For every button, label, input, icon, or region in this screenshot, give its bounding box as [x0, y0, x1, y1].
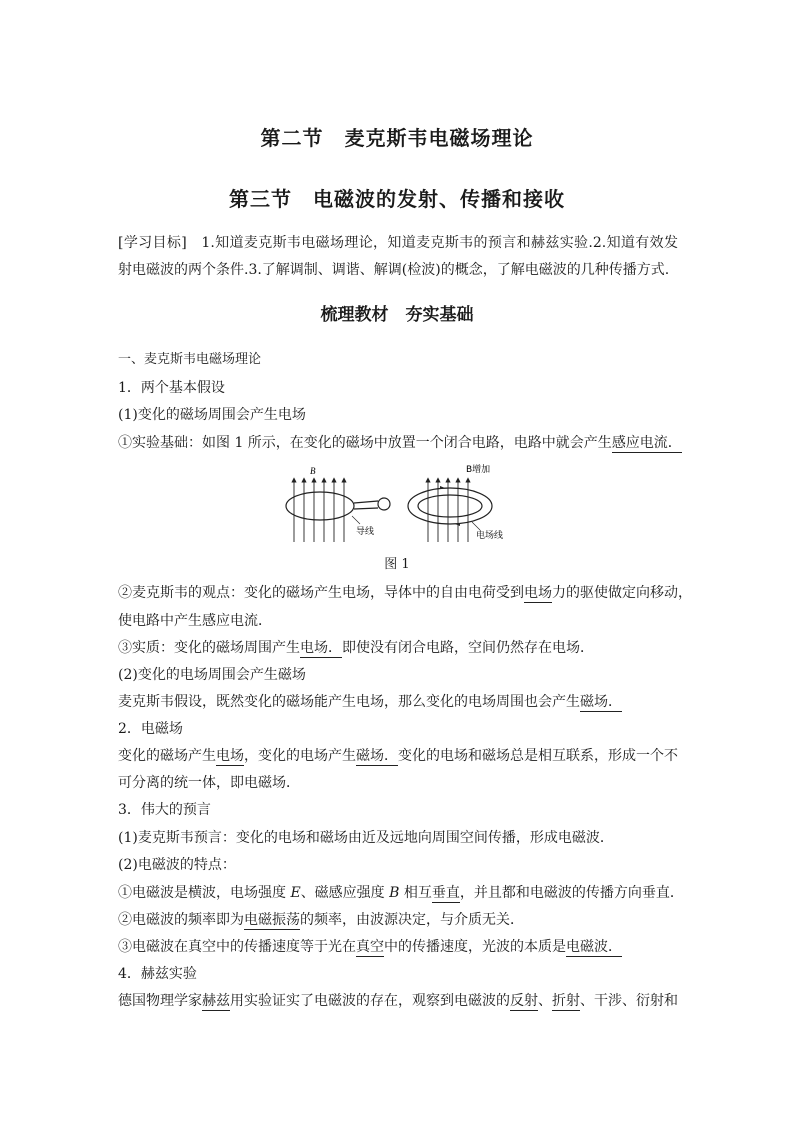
answer-blank: 电磁波．	[566, 939, 622, 955]
text-run: 的频率，由波源决定，与介质无关．	[300, 912, 524, 928]
paragraph-line: (1)麦克斯韦预言：变化的电场和磁场由近及远地向周围空间传播，形成电磁波．	[118, 830, 614, 846]
field-line-label: 电场线	[476, 531, 504, 541]
paragraph-line: (2)电磁波的特点：	[118, 857, 236, 873]
section-title: 梳理教材 夯实基础	[320, 305, 474, 325]
objectives-tag: [学习目标]	[118, 235, 187, 251]
title-section-2: 第二节 麦克斯韦电磁场理论	[260, 126, 534, 150]
answer-blank: 真空	[356, 939, 384, 955]
answer-blank: 电场	[216, 748, 244, 764]
text-run: ②麦克斯韦的观点：变化的磁场产生电场，导体中的自由电荷受到	[118, 585, 524, 601]
answer-blank: 感应电流．	[611, 435, 682, 451]
paragraph-line	[118, 746, 682, 766]
answer-blank: 磁场．	[356, 748, 398, 764]
text-run: ②电磁波的频率即为	[118, 912, 244, 928]
text-run: ，变化的电场产生	[244, 748, 356, 764]
symbol-e: E	[290, 885, 301, 901]
text-run: 相互	[399, 885, 432, 901]
paragraph-line	[118, 583, 692, 603]
subheading-3: 3．伟大的预言	[118, 802, 211, 818]
answer-blank: 赫兹	[202, 993, 230, 1009]
text-run: 麦克斯韦假设，既然变化的磁场能产生电场，那么变化的电场周围也会产生	[118, 694, 580, 710]
paragraph-line	[118, 883, 682, 903]
b-label: B	[310, 466, 316, 476]
paragraph-line	[118, 433, 682, 453]
answer-blank: 折射	[552, 993, 580, 1009]
subheading-1-1: (1)变化的磁场周围会产生电场	[118, 407, 306, 423]
answer-blank: 垂直	[431, 885, 460, 901]
text-run: 即使没有闭合电路，空间仍然存在电场．	[342, 640, 594, 656]
objectives-text: 1.知道麦克斯韦电磁场理论，知道麦克斯韦的预言和赫兹实验.2.知道有效发射电磁波的两个条件.3.了解调制、调谐、解调(检波)的概念，了解电磁波的几种传播方式.	[118, 235, 678, 278]
closed-circuit-loop	[286, 492, 390, 520]
title-section-3: 第三节 电磁波的发射、传播和接收	[229, 187, 565, 211]
subheading-1: 1．两个基本假设	[118, 380, 225, 396]
text-run: ③电磁波在真空中的传播速度等于光在	[118, 939, 356, 955]
answer-blank: 电场	[524, 585, 552, 601]
paragraph-line	[118, 991, 682, 1011]
part-heading: 一、麦克斯韦电磁场理论	[118, 352, 262, 367]
paragraph-line: 使电路中产生感应电流．	[118, 613, 272, 629]
text-run: ③实质：变化的磁场周围产生	[118, 640, 300, 656]
text-run: 用实验证实了电磁波的存在，观察到电磁波的	[230, 993, 510, 1009]
subheading-4: 4．赫兹实验	[118, 966, 197, 982]
symbol-b: B	[389, 885, 400, 901]
text-run: ①电磁波是横波，电场强度	[118, 885, 291, 901]
text-run: 变化的电场和磁场总是相互联系，形成一个不	[398, 748, 678, 764]
subheading-1-2: (2)变化的电场周围会产生磁场	[118, 667, 306, 683]
figure-caption: 图 1	[384, 557, 410, 572]
b-increase-label: B增加	[466, 465, 491, 475]
text-run: ，并且都和电磁波的传播方向垂直．	[459, 885, 684, 901]
answer-blank: 磁场．	[580, 694, 622, 710]
text-run: 德国物理学家	[118, 993, 202, 1009]
wire-label: 导线	[356, 527, 375, 537]
answer-blank: 反射	[510, 993, 538, 1009]
text-run: 变化的磁场产生	[118, 748, 216, 764]
answer-blank: 电磁振荡	[244, 912, 300, 928]
figure-1-diagram	[280, 460, 520, 550]
magnetic-field-lines-left	[294, 480, 344, 542]
paragraph-line	[118, 910, 682, 930]
induced-electric-field-rings	[408, 486, 492, 526]
text-run: 、磁感应强度	[300, 885, 390, 901]
text-run: 力的驱使做定向移动，	[552, 585, 692, 601]
text-run: 、干涉、衍射和	[580, 993, 678, 1009]
text-run: 、	[538, 993, 552, 1009]
text-run: 中的传播速度，光波的本质是	[384, 939, 566, 955]
paragraph-line	[118, 638, 682, 658]
paragraph-line	[118, 937, 682, 957]
subheading-2: 2．电磁场	[118, 721, 183, 737]
paragraph-line	[118, 692, 682, 712]
text-run: ①实验基础：如图 1 所示，在变化的磁场中放置一个闭合电路，电路中就会产生	[118, 435, 612, 451]
answer-blank: 电场．	[300, 640, 342, 656]
paragraph-line: 可分离的统一体，即电磁场．	[118, 775, 300, 791]
learning-objectives	[118, 230, 678, 284]
